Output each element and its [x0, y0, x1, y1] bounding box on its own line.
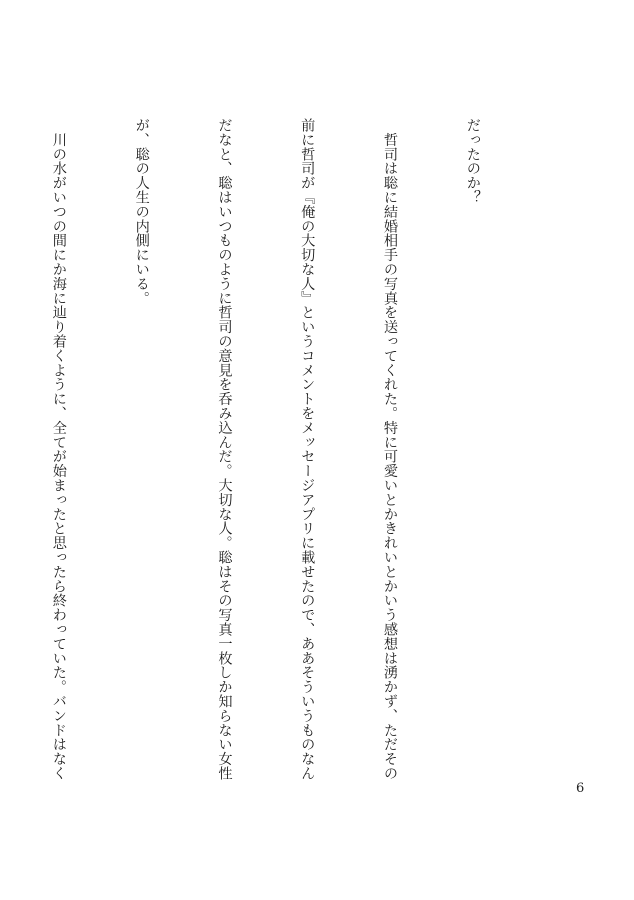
text-line: 川の水がいつの間にか海に辿り着くように、全てが始まったと思ったら終わっていた。バンドはなく — [50, 118, 67, 781]
text-line: 哲司は聡に結婚相手の写真を送ってくれた。特に可愛いとかきれいとかいう感想は湧かず、ただその — [382, 118, 399, 781]
text-line: だなと、聡はいつものように哲司の意見を呑み込んだ。大切な人。聡はその写真一枚しか知らない女性 — [216, 118, 233, 781]
text-line: が、聡の人生の内側にいる。 — [133, 118, 150, 306]
vertical-text-body — [0, 118, 541, 781]
text-line: だったのか？ — [464, 118, 481, 205]
page-number: 6 — [576, 781, 585, 796]
text-line: 前に哲司が『俺の大切な人』というコメントをメッセージアプリに載せたので、ああそういうものなん — [299, 118, 316, 781]
